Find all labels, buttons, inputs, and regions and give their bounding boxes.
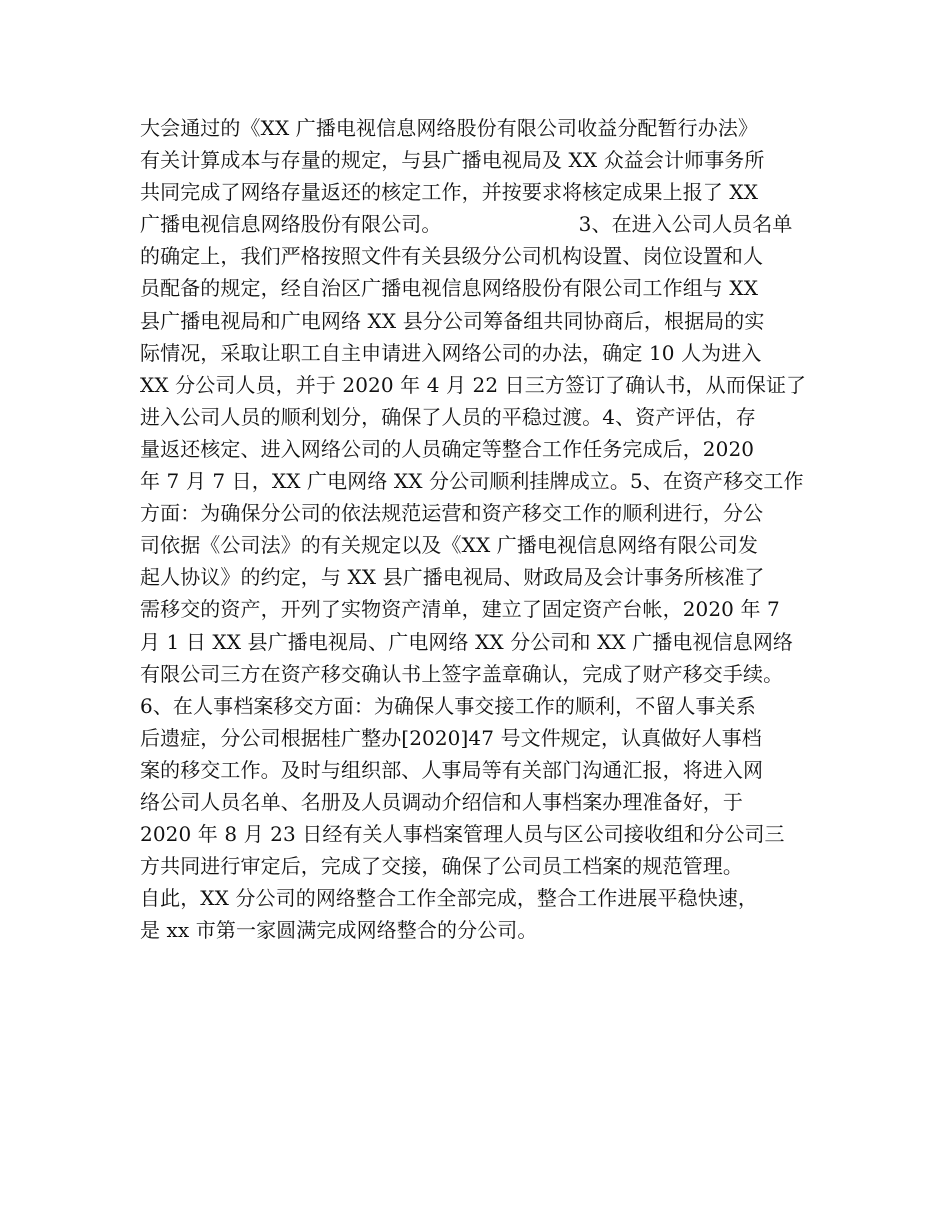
text-line: 案的移交工作。及时与组织部、人事局等有关部门沟通汇报，将进入网 (140, 757, 764, 782)
text-line: 6、在人事档案移交方面：为确保人事交接工作的顺利，不留人事关系 (140, 693, 756, 718)
text-line: 有关计算成本与存量的规定，与县广播电视局及 XX 众益会计师事务所 (140, 148, 765, 173)
text-line: 广播电视信息网络股份有限公司。 3、在进入公司人员名单 (140, 212, 793, 237)
text-line: 需移交的资产，开列了实物资产清单，建立了固定资产台帐，2020 年 7 (140, 597, 780, 622)
text-line: 2020 年 8 月 23 日经有关人事档案管理人员与区公司接收组和分公司三 (140, 822, 785, 847)
text-line: 后遗症，分公司根据桂广整办[2020]47 号文件规定，认真做好人事档 (140, 725, 762, 750)
text-line: 起人协议》的约定，与 XX 县广播电视局、财政局及会计事务所核准了 (140, 565, 765, 590)
text-line: 有限公司三方在资产移交确认书上签字盖章确认，完成了财产移交手续。 (140, 661, 784, 686)
text-line: 共同完成了网络存量返还的核定工作，并按要求将核定成果上报了 XX (140, 180, 759, 205)
text-line: 络公司人员名单、名册及人员调动介绍信和人事档案办理准备好，于 (140, 789, 743, 814)
text-line: 是 xx 市第一家圆满完成网络整合的分公司。 (140, 918, 538, 943)
text-line: 际情况，采取让职工自主申请进入网络公司的办法，确定 10 人为进入 (140, 340, 762, 365)
text-line: 县广播电视局和广电网络 XX 县分公司筹备组共同协商后，根据局的实 (140, 308, 765, 333)
text-line: 员配备的规定，经自治区广播电视信息网络股份有限公司工作组与 XX (140, 276, 759, 301)
text-line: 司依据《公司法》的有关规定以及《XX 广播电视信息网络有限公司发 (140, 533, 759, 558)
text-line: 大会通过的《XX 广播电视信息网络股份有限公司收益分配暂行办法》 (140, 116, 759, 140)
text-line: XX 分公司人员，并于 2020 年 4 月 22 日三方签订了确认书，从而保证了 (140, 372, 807, 397)
text-line: 月 1 日 XX 县广播电视局、广电网络 XX 分公司和 XX 广播电视信息网络 (140, 629, 794, 654)
text-line: 量返还核定、进入网络公司的人员确定等整合工作任务完成后，2020 (140, 436, 755, 461)
body-text (140, 112, 860, 946)
text-line: 方共同进行审定后，完成了交接，确保了公司员工档案的规范管理。 (140, 854, 743, 879)
text-line: 进入公司人员的顺利划分，确保了人员的平稳过渡。4、资产评估，存 (140, 404, 756, 429)
text-line: 方面：为确保分公司的依法规范运营和资产移交工作的顺利进行，分公 (140, 501, 764, 526)
text-line: 自此，XX 分公司的网络整合工作全部完成，整合工作进展平稳快速， (140, 886, 759, 911)
text-line: 年 7 月 7 日，XX 广电网络 XX 分公司顺利挂牌成立。5、在资产移交工作 (140, 469, 804, 494)
text-line: 的确定上，我们严格按照文件有关县级分公司机构设置、岗位设置和人 (140, 244, 764, 269)
